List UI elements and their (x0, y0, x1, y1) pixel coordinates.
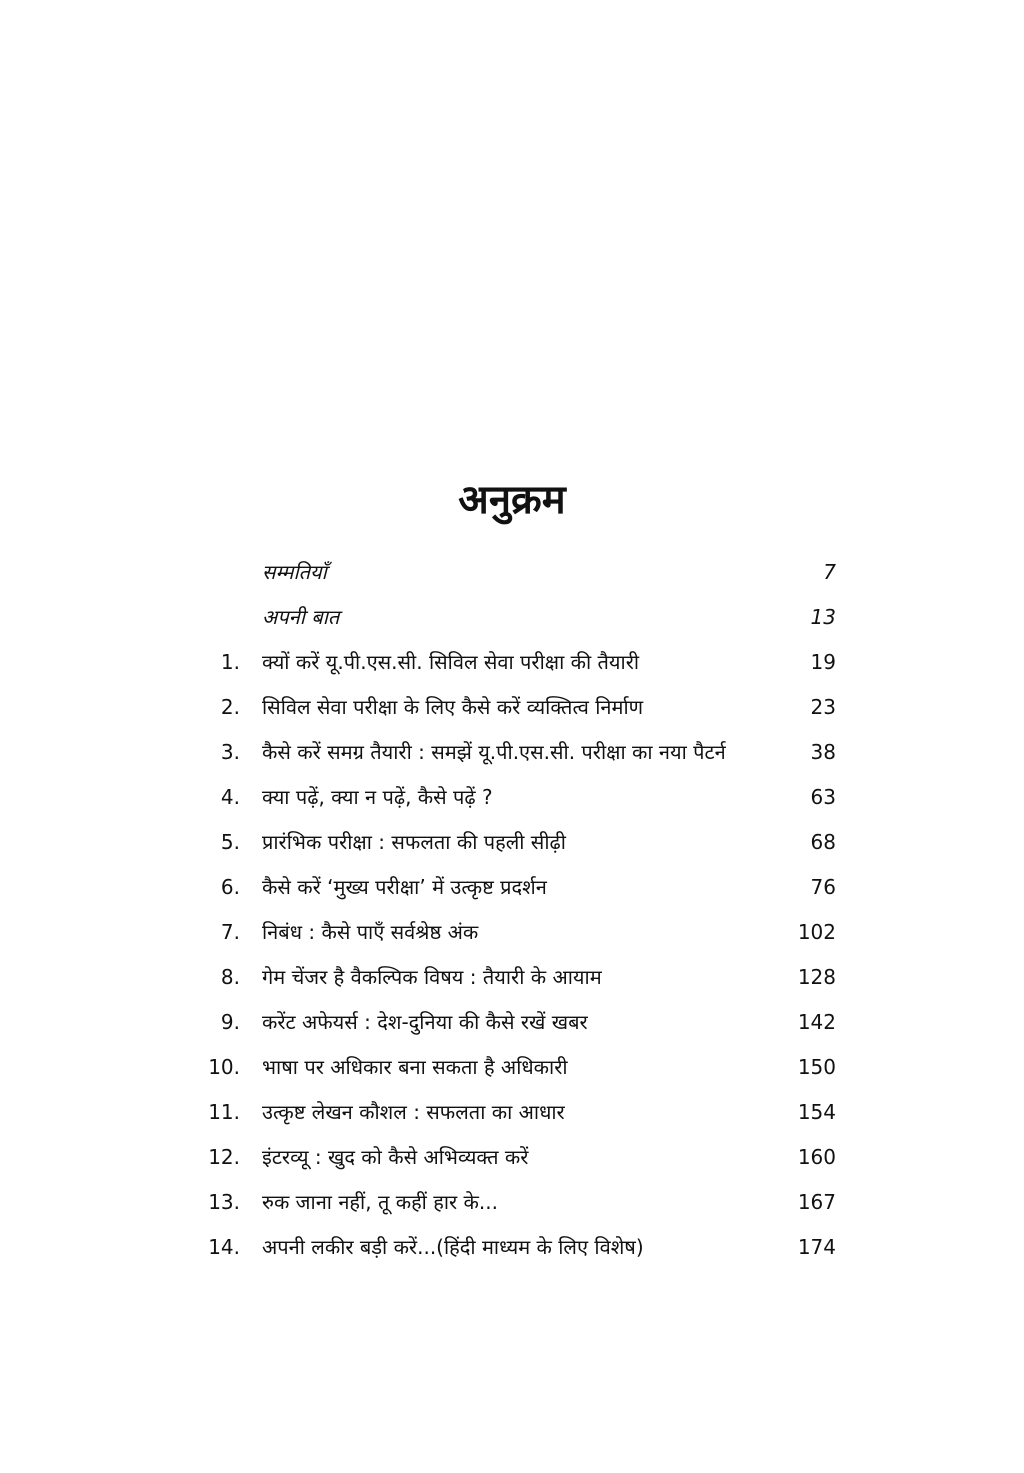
toc-entry-number: 10. (208, 1055, 240, 1079)
toc-entry-chapter (0, 910, 1024, 955)
toc-entry-label: कैसे करें समग्र तैयारी : समझें यू.पी.एस.सी. परीक्षा का नया पैटर्न (262, 740, 726, 764)
toc-entry-number: 5. (220, 830, 240, 854)
toc-entry-label: इंटरव्यू : खुद को कैसे अभिव्यक्त करें (262, 1145, 529, 1169)
toc-entry-number: 11. (208, 1100, 240, 1124)
toc-entry-label: कैसे करें ‘मुख्य परीक्षा’ में उत्कृष्ट प्रदर्शन (262, 875, 547, 899)
toc-entry-label: रुक जाना नहीं, तू कहीं हार के... (262, 1190, 498, 1214)
toc-entry-page: 128 (797, 965, 836, 989)
toc-entry-chapter (0, 640, 1024, 685)
toc-entry-chapter (0, 1045, 1024, 1090)
toc-entry-chapter (0, 955, 1024, 1000)
toc-entry-number: 8. (220, 965, 240, 989)
toc-entry-number: 13. (208, 1190, 240, 1214)
toc-entry-chapter (0, 1135, 1024, 1180)
toc-entry-chapter (0, 1180, 1024, 1225)
toc-entry-page: 68 (810, 830, 836, 854)
toc-entry-label: सिविल सेवा परीक्षा के लिए कैसे करें व्यक्तित्व निर्माण (262, 695, 644, 719)
toc-entry-chapter (0, 685, 1024, 730)
toc-entry-page: 174 (797, 1235, 836, 1259)
toc-entry-chapter (0, 1225, 1024, 1270)
toc-entry-number: 12. (208, 1145, 240, 1169)
toc-entry-chapter (0, 775, 1024, 820)
toc-entry-front-matter (0, 550, 1024, 595)
toc-entry-page: 19 (810, 650, 836, 674)
toc-entry-label: गेम चेंजर है वैकल्पिक विषय : तैयारी के आयाम (262, 965, 602, 989)
toc-entry-number: 7. (220, 920, 240, 944)
toc-entry-chapter (0, 1090, 1024, 1135)
toc-entry-label: अपनी बात (262, 605, 340, 629)
toc-entry-page: 142 (797, 1010, 836, 1034)
toc-entry-page: 76 (810, 875, 836, 899)
toc-entry-number: 4. (220, 785, 240, 809)
toc-entry-page: 13 (810, 605, 836, 629)
toc-entry-label: प्रारंभिक परीक्षा : सफलता की पहली सीढ़ी (262, 830, 566, 854)
toc-entry-page: 7 (823, 560, 836, 584)
toc-entry-chapter (0, 865, 1024, 910)
toc-entry-number: 6. (220, 875, 240, 899)
toc-entry-number: 2. (220, 695, 240, 719)
page-title: अनुक्रम (458, 477, 566, 523)
toc-entry-page: 160 (797, 1145, 836, 1169)
toc-entry-label: सम्मतियाँ (262, 560, 327, 584)
toc-entry-chapter (0, 730, 1024, 775)
toc-entry-page: 63 (810, 785, 836, 809)
toc-entry-label: करेंट अफेयर्स : देश-दुनिया की कैसे रखें खबर (262, 1010, 588, 1034)
toc-entry-label: क्यों करें यू.पी.एस.सी. सिविल सेवा परीक्षा की तैयारी (262, 650, 640, 674)
toc-entry-page: 167 (797, 1190, 836, 1214)
toc-entry-label: निबंध : कैसे पाएँ सर्वश्रेष्ठ अंक (262, 920, 479, 944)
toc-entry-label: क्या पढ़ें, क्या न पढ़ें, कैसे पढ़ें ? (262, 785, 493, 809)
toc-entry-chapter (0, 1000, 1024, 1045)
toc-entry-label: भाषा पर अधिकार बना सकता है अधिकारी (262, 1055, 568, 1079)
toc-entry-page: 102 (797, 920, 836, 944)
toc-entry-page: 150 (797, 1055, 836, 1079)
toc-entry-label: उत्कृष्ट लेखन कौशल : सफलता का आधार (262, 1100, 565, 1124)
toc-entry-number: 3. (220, 740, 240, 764)
toc-entry-number: 14. (208, 1235, 240, 1259)
toc-entry-number: 1. (220, 650, 240, 674)
toc-entry-number: 9. (220, 1010, 240, 1034)
toc-entry-page: 23 (810, 695, 836, 719)
toc-entry-page: 154 (797, 1100, 836, 1124)
toc-entry-front-matter (0, 595, 1024, 640)
toc-entry-page: 38 (810, 740, 836, 764)
toc-entry-label: अपनी लकीर बड़ी करें...(हिंदी माध्यम के लिए विशेष) (262, 1235, 644, 1259)
toc-entry-chapter (0, 820, 1024, 865)
